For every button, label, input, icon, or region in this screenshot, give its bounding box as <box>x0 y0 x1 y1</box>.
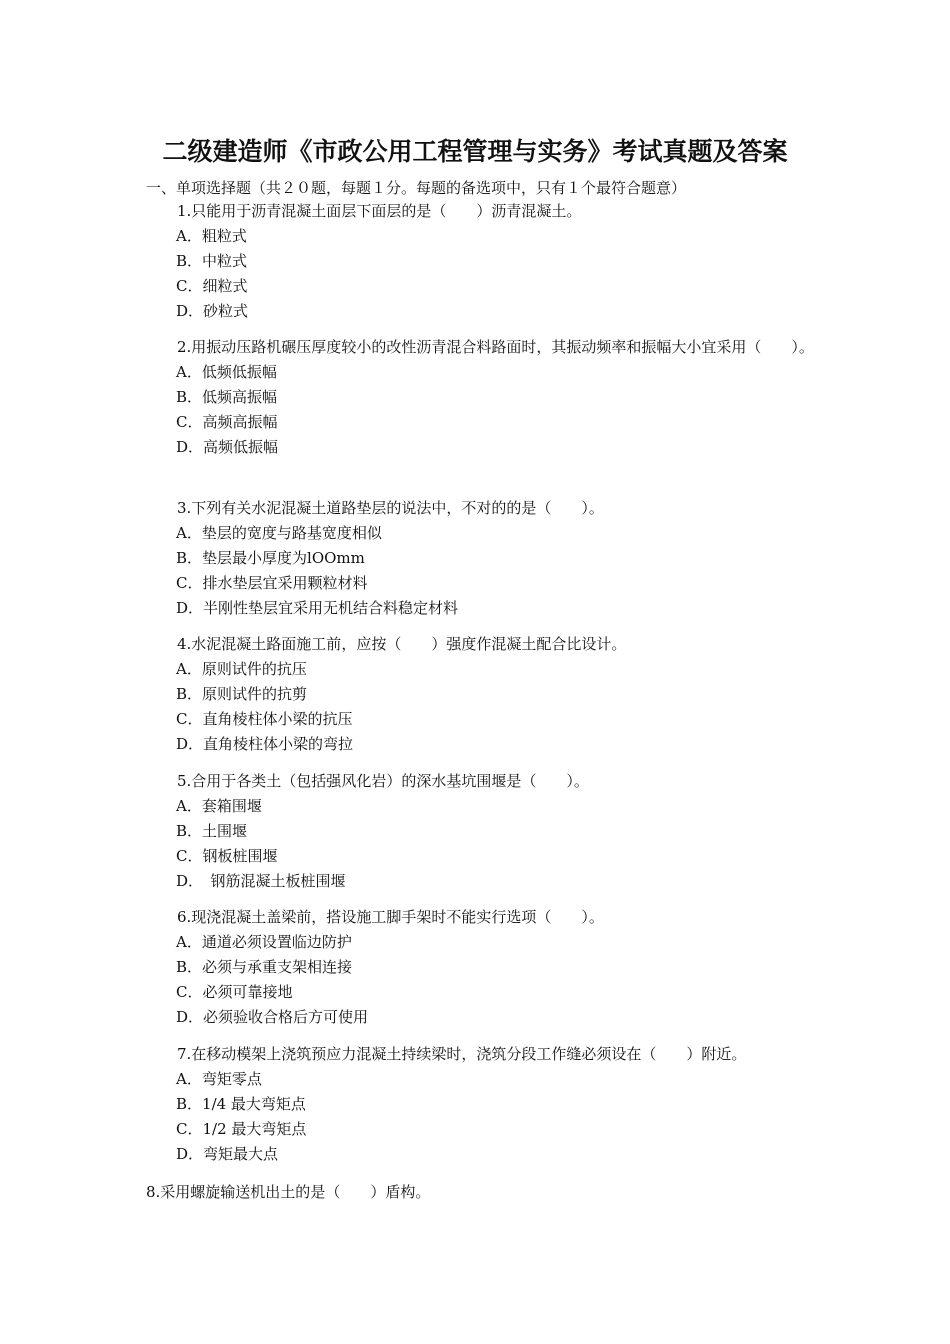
option-c: C．直角棱柱体小梁的抗压 <box>176 710 353 728</box>
option-b: B．垫层最小厚度为lOOmm <box>176 549 365 567</box>
option-list <box>176 657 816 757</box>
option-a: A．原则试件的抗压 <box>176 660 307 678</box>
option-c: C．细粒式 <box>176 277 248 295</box>
option-c: C．排水垫层宜采用颗粒材料 <box>176 574 368 592</box>
question-4 <box>146 632 816 757</box>
option-c: C．高频高振幅 <box>176 413 278 431</box>
option-d: D．直角棱柱体小梁的弯拉 <box>176 735 354 753</box>
page-title: 二级建造师《市政公用工程管理与实务》考试真题及答案 <box>162 137 788 166</box>
question-8-stem: 8.采用螺旋输送机出土的是（ ）盾构。 <box>146 1183 431 1201</box>
option-b: B．1/4 最大弯矩点 <box>176 1095 306 1113</box>
question-1 <box>146 199 816 324</box>
option-d: D．弯矩最大点 <box>176 1145 279 1163</box>
question-stem: 1.只能用于沥青混凝土面层下面层的是（ ）沥青混凝土。 <box>177 202 582 220</box>
option-c: C．1/2 最大弯矩点 <box>176 1120 307 1138</box>
question-2 <box>146 335 816 460</box>
option-d: D．必须验收合格后方可使用 <box>176 1008 369 1026</box>
option-b: B．中粒式 <box>176 252 248 270</box>
option-d: D．砂粒式 <box>176 302 249 320</box>
option-list <box>176 360 816 460</box>
question-stem: 5.合用于各类土（包括强风化岩）的深水基坑围堰是（ ）。 <box>177 772 589 790</box>
option-c: C．钢板桩围堰 <box>176 847 278 865</box>
question-stem: 7.在移动模架上浇筑预应力混凝土持续梁时，浇筑分段工作缝必须设在（ ）附近。 <box>177 1045 747 1063</box>
question-stem: 2.用振动压路机碾压厚度较小的改性沥青混合料路面时，其振动频率和振幅大小宜采用（ ）。 <box>177 338 814 356</box>
option-list <box>176 1067 816 1167</box>
question-3 <box>146 496 816 621</box>
option-a: A．低频低振幅 <box>176 363 277 381</box>
option-b: B．低频高振幅 <box>176 388 278 406</box>
option-b: B．原则试件的抗剪 <box>176 685 308 703</box>
option-a: A．套箱围堰 <box>176 797 262 815</box>
option-list <box>176 930 816 1030</box>
question-stem: 6.现浇混凝土盖梁前，搭设施工脚手架时不能实行选项（ ）。 <box>177 908 604 926</box>
question-stem: 4.水泥混凝土路面施工前，应按（ ）强度作混凝土配合比设计。 <box>177 635 627 653</box>
option-list <box>176 224 816 324</box>
option-b: B．必须与承重支架相连接 <box>176 958 353 976</box>
option-a: A．垫层的宽度与路基宽度相似 <box>176 524 382 542</box>
option-d: D． 钢筋混凝土板桩围堰 <box>176 872 346 890</box>
option-d: D．高频低振幅 <box>176 438 279 456</box>
question-stem: 3.下列有关水泥混凝土道路垫层的说法中，不对的的是（ ）。 <box>177 499 604 517</box>
question-6 <box>146 905 816 1030</box>
option-list <box>176 521 816 621</box>
option-a: A．粗粒式 <box>176 227 247 245</box>
option-c: C．必须可靠接地 <box>176 983 293 1001</box>
option-a: A．弯矩零点 <box>176 1070 262 1088</box>
question-5 <box>146 769 816 894</box>
section-heading: 一、单项选择题（共２０题，每题１分。每题的备选项中，只有１个最符合题意） <box>146 179 687 197</box>
option-d: D．半刚性垫层宜采用无机结合料稳定材料 <box>176 599 459 617</box>
question-7 <box>146 1042 816 1167</box>
option-b: B．土围堰 <box>176 822 248 840</box>
option-list <box>176 794 816 894</box>
option-a: A．通道必须设置临边防护 <box>176 933 352 951</box>
